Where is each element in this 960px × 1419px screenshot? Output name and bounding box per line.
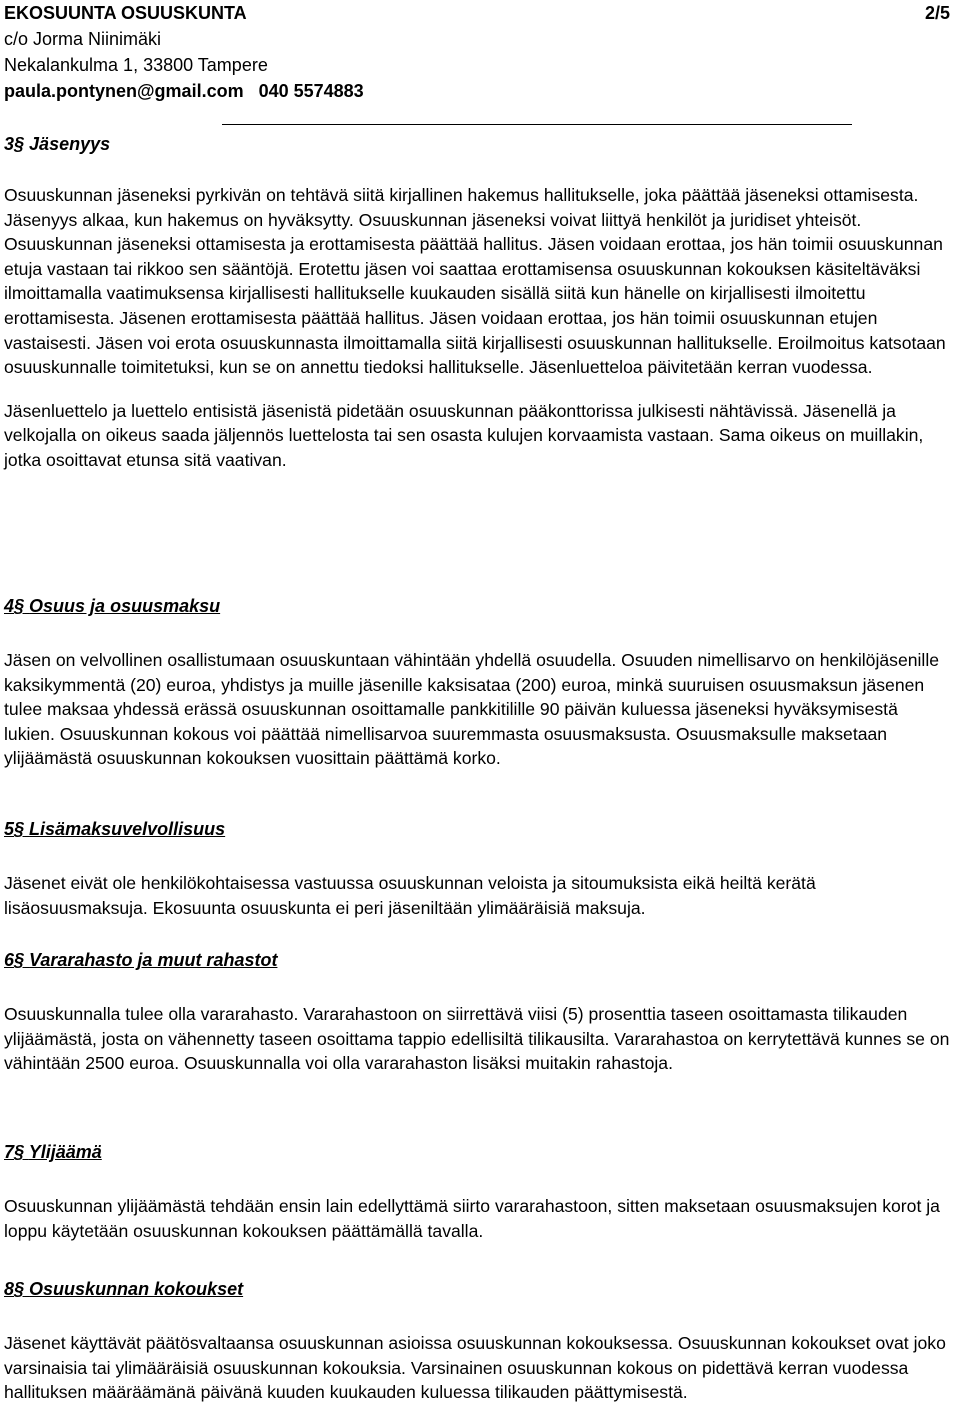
section-heading <box>4 1277 952 1301</box>
care-of-line: c/o Jorma Niinimäki <box>4 29 162 49</box>
section-number: 5 <box>4 819 15 839</box>
section-symbol: § <box>14 819 25 839</box>
section-symbol: § <box>14 596 25 616</box>
paragraph: Jäsenet käyttävät päätösvaltaansa osuuskunnan asioissa osuuskunnan kokouksessa. Osuuskunnan kokoukset ovat joko varsinaisia tai ylimääräisiä osuuskunnan kokouksia. Varsinainen osuuskunnan kokous on pidettävä kerran vuodessa hallituksen määräämänä päivänä kuuden kuukauden kuluessa tilikauden päättymisestä. <box>4 1333 946 1403</box>
section-symbol: § <box>14 1142 25 1162</box>
section-3 <box>4 132 952 473</box>
section-number: 7 <box>4 1142 15 1162</box>
document-page <box>4 0 954 1403</box>
section-number: 8 <box>4 1279 15 1299</box>
address-line: Nekalankulma 1, 33800 Tampere <box>4 55 268 75</box>
paragraph: Jäsenluettelo ja luettelo entisistä jäsenistä pidetään osuuskunnan pääkonttorissa julkisesti nähtävissä. Jäsenellä ja velkojalla on oikeus saada jäljennös luettelosta tai sen osasta kulujen korvaamista vastaan. Sama oikeus on muillakin, jotka osoittavat etunsa sitä vaativan. <box>4 400 924 470</box>
section-symbol: § <box>14 950 25 970</box>
paragraph: Jäsen on velvollinen osallistumaan osuuskuntaan vähintään yhdellä osuudella. Osuuden nimellisarvo on henkilöjäsenille kaksikymmentä (20) euroa, yhdistys ja muille jäsenille kaksisataa (200) euroa, minkä suuruisen osuusmaksun jäsenen tulee maksaa yhdessä erässä osuuskunnan osoittamalle pankkitilille 90 päivän kuluessa jäseneksi hyväksymisestä lukien. Osuuskunnan kokous voi päättää nimellisarvoa suuremmasta osuusmaksusta. Osuusmaksulle maksetaan ylijäämästä osuuskunnan kokouksen vuosittain päättämä korko. <box>4 650 940 769</box>
section-heading <box>4 1140 952 1164</box>
section-title: Osuuskunnan kokoukset <box>29 1279 244 1299</box>
section-heading <box>4 594 952 618</box>
section-number: 6 <box>4 950 15 970</box>
page-number: 2/5 <box>924 3 950 23</box>
section-4 <box>4 594 952 771</box>
section-symbol: § <box>14 1279 25 1299</box>
section-heading <box>4 817 952 841</box>
section-8 <box>4 1277 952 1405</box>
paragraph: Osuuskunnan jäseneksi pyrkivän on tehtävä siitä kirjallinen hakemus hallitukselle, joka päättää jäseneksi ottamisesta. Jäsenyys alkaa, kun hakemus on hyväksytty. Osuuskunnan jäseneksi voivat liittyä henkilöt ja juridiset yhteisöt. Osuuskunnan jäseneksi ottamisesta ja erottamisesta päättää hallitus. Jäsen voidaan erottaa, jos hän toimii osuuskunnan etuja vastaan tai rikkoo sen sääntöjä. Erotettu jäsen voi saattaa erottamisensa osuuskunnan kokouksen käsiteltäväksi ilmoittamalla vaatimuksensa kirjallisesti hallitukselle kuukauden sisällä siitä kun hänelle on kirjallisesti ilmoitettu erottamisesta. Jäsenen erottamisesta päättää hallitus. Jäsen voidaan erottaa, jos hän toimii osuuskunnan etujen vastaisesti. Jäsen voi erota osuuskunnasta ilmoittamalla siitä kirjallisesti osuuskunnan hallitukselle. Eroilmoitus katsotaan osuuskunnalle toimitetuksi, kun se on annettu tiedoksi hallitukselle. Jäsenluetteloa päivitetään kerran vuodessa. <box>4 185 946 378</box>
section-number: 3 <box>4 134 15 154</box>
section-heading <box>4 132 952 156</box>
section-title: Jäsenyys <box>29 134 111 154</box>
section-heading <box>4 948 952 972</box>
paragraph: Jäsenet eivät ole henkilökohtaisessa vastuussa osuuskunnan veloista ja sitoumuksista eikä heiltä kerätä lisäosuusmaksuja. Ekosuunta osuuskunta ei peri jäseniltään ylimääräisiä maksuja. <box>4 873 816 918</box>
section-symbol: § <box>14 134 25 154</box>
org-name: EKOSUUNTA OSUUSKUNTA <box>4 3 247 23</box>
section-7 <box>4 1140 952 1243</box>
section-title: Osuus ja osuusmaksu <box>29 596 221 616</box>
section-number: 4 <box>4 596 15 616</box>
section-5 <box>4 817 952 920</box>
section-title: Ylijäämä <box>28 1142 102 1162</box>
paragraph: Osuuskunnalla tulee olla vararahasto. Vararahastoon on siirrettävä viisi (5) prosenttia taseen osoittamasta tilikauden ylijäämästä, josta on vähennetty taseen osoittama tappio edellisiltä tilikausilta. Vararahastoa on kerrytettävä kunnes se on vähintään 2500 euroa. Osuuskunnalla voi olla vararahaston lisäksi muitakin rahastoja. <box>4 1004 950 1074</box>
letterhead <box>4 0 954 104</box>
paragraph: Osuuskunnan ylijäämästä tehdään ensin lain edellyttämä siirto vararahastoon, sitten maksetaan osuusmaksujen korot ja loppu käytetään osuuskunnan kokouksen päättämällä tavalla. <box>4 1196 940 1241</box>
contact-line: paula.pontynen@gmail.com 040 5574883 <box>4 81 364 101</box>
section-title: Vararahasto ja muut rahastot <box>29 950 278 970</box>
section-6 <box>4 948 952 1076</box>
section-title: Lisämaksuvelvollisuus <box>29 819 226 839</box>
header-divider <box>222 124 852 125</box>
